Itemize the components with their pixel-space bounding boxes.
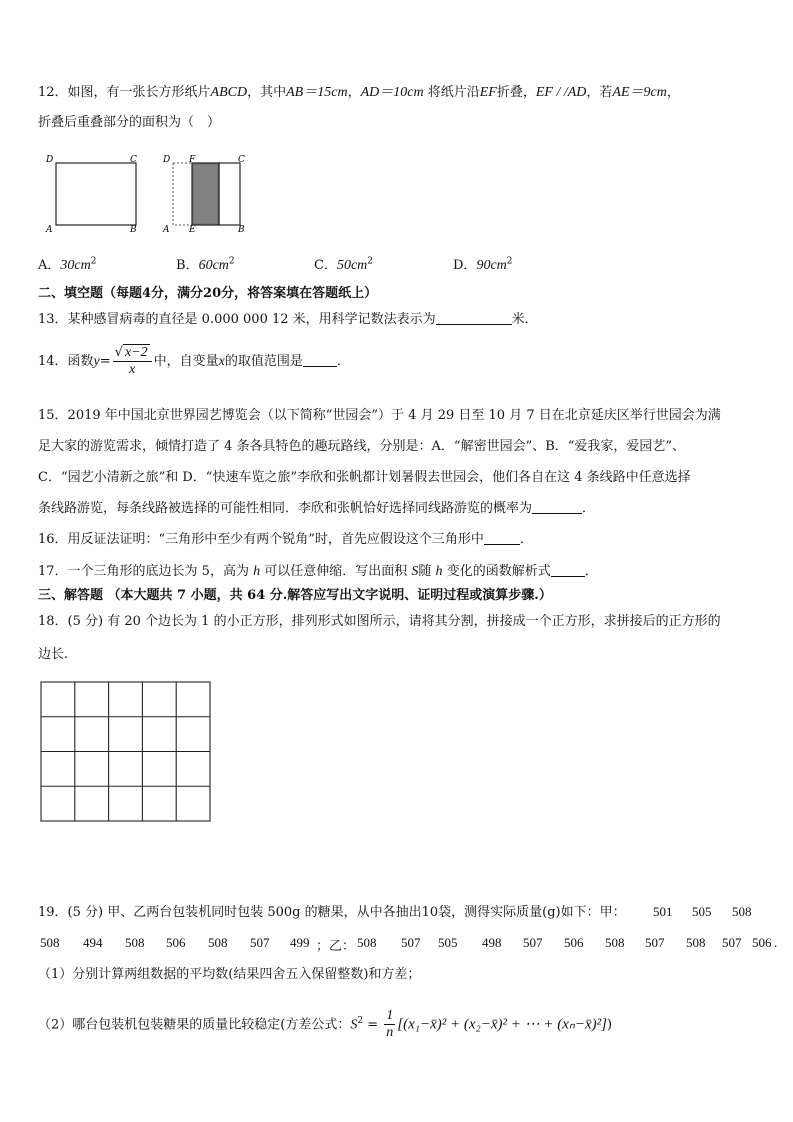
q14-eq: = bbox=[99, 354, 111, 369]
option-exp: 2 bbox=[367, 256, 374, 267]
q19-jia-value: 506 bbox=[166, 935, 186, 950]
q17-text: 可以任意伸缩．写出面积 bbox=[264, 564, 408, 579]
q19-yi-value: 508 bbox=[357, 935, 377, 950]
q16-answer-blank[interactable] bbox=[484, 532, 520, 545]
q12-eq-parallel: EF / /AD bbox=[535, 85, 587, 100]
q19-yi-value: 507 bbox=[645, 935, 665, 950]
fig1-label-d: D bbox=[46, 155, 54, 165]
q12-text: 折叠， bbox=[496, 85, 536, 100]
q12-eq-ab: AB＝15cm bbox=[286, 85, 348, 100]
q19-jia-value: 505 bbox=[692, 904, 712, 919]
q17-var-h: h bbox=[253, 564, 261, 579]
q19-jia-value: 508 bbox=[125, 935, 145, 950]
q19-jia-value: 501 bbox=[653, 904, 673, 919]
q19-yi-value: 506 bbox=[564, 935, 584, 950]
option-value: 30cm bbox=[60, 258, 91, 273]
q17-text: 随 bbox=[418, 564, 432, 579]
q14-text: ． bbox=[336, 354, 350, 369]
q17-answer-blank[interactable] bbox=[551, 564, 585, 577]
q19-line1: 19．(5 分) 甲、乙两台包装机同时包装 500g 的糖果，从中各抽出10袋，测得实际质量(g)如下：甲： bbox=[38, 905, 626, 920]
q12-eq-ad: AD＝10cm bbox=[360, 85, 424, 100]
fig2-label-e: E bbox=[189, 225, 196, 234]
q15-answer-blank[interactable] bbox=[532, 501, 582, 514]
q15-line3: C．“园艺小清新之旅”和 D．“快速车览之旅”李欣和张帆都计划暑假去世园会，他们各自在这 4 条线路中任意选择 bbox=[38, 470, 691, 485]
q17-var-h: h bbox=[435, 564, 443, 579]
q19-jia-value: 508 bbox=[40, 935, 60, 950]
q16 bbox=[38, 531, 533, 549]
q12-text: ， bbox=[347, 85, 361, 100]
formula-s: S bbox=[350, 1017, 358, 1033]
option-value: 90cm bbox=[476, 258, 507, 273]
q15-line1: 15．2019 年中国北京世界园艺博览会（以下简称“世园会”）于 4 月 29 日至 10 月 7 日在北京延庆区举行世园会为满 bbox=[38, 408, 721, 423]
q14 bbox=[38, 344, 350, 380]
q19-jia-value: 508 bbox=[732, 904, 752, 919]
q12-line1 bbox=[38, 84, 680, 102]
q19-yi-value: 505 bbox=[438, 935, 458, 950]
q14-fraction: $\frac{√ x-2}{x}$ bbox=[113, 345, 152, 378]
q14-var-y: y bbox=[93, 354, 100, 369]
fig2-label-c: C bbox=[238, 155, 245, 165]
fig1-label-c: C bbox=[130, 155, 137, 165]
q15-text: ． bbox=[582, 501, 596, 516]
figure-folded bbox=[162, 155, 245, 234]
q17-var-s: S bbox=[411, 564, 419, 579]
q12-var: EF bbox=[479, 85, 497, 100]
option-letter: B． bbox=[176, 258, 199, 273]
q12-text: 12．如图，有一张长方形纸片 bbox=[38, 85, 211, 100]
q19-yi-value: 507 bbox=[523, 935, 543, 950]
q18-line2: 边长. bbox=[38, 647, 69, 662]
q19-yi-value: 508 bbox=[686, 935, 706, 950]
q13 bbox=[38, 311, 538, 329]
option-exp: 2 bbox=[506, 256, 513, 267]
formula-denominator: n bbox=[386, 1025, 394, 1041]
figure-rectangle-abcd bbox=[45, 155, 137, 234]
fig2-label-f: F bbox=[189, 155, 196, 165]
q19-yi-value: 506 bbox=[752, 935, 772, 950]
q19-yi-value: 508 bbox=[605, 935, 625, 950]
formula-body: [(x₁−x̄)² + (x₂−x̄)² + ⋯ + (xₙ−x̄)²] bbox=[397, 1016, 607, 1033]
q14-answer-blank[interactable] bbox=[303, 354, 337, 367]
option-value: 60cm bbox=[198, 258, 229, 273]
q12-eq-ae: AE＝9cm bbox=[612, 85, 667, 100]
q12-text: 将纸片沿 bbox=[427, 85, 480, 100]
q19-sub1: （1）分别计算两组数据的平均数(结果四舍五入保留整数)和方差； bbox=[38, 967, 421, 982]
q12-text: ，若 bbox=[586, 85, 613, 100]
q15-text: 条线路游览，每条线路被选择的可能性相同．李欣和张帆恰好选择同线路游览的概率为 bbox=[38, 501, 533, 516]
q15-line4 bbox=[38, 500, 595, 518]
q13-answer-blank[interactable] bbox=[436, 312, 512, 325]
option-a bbox=[38, 254, 96, 274]
q15-line2: 足大家的游览需求，倾情打造了 4 条各具特色的趣玩路线，分别是：A．“解密世园会”、B．“爱我家，爱园艺”、 bbox=[38, 439, 686, 454]
q17-text: 17．一个三角形的底边长为 5，高为 bbox=[38, 564, 249, 579]
q17-text: 变化的函数解析式 bbox=[446, 564, 551, 579]
fig2-label-b: B bbox=[238, 225, 245, 234]
q13-text: 米． bbox=[511, 312, 538, 327]
q19-jia-value: 494 bbox=[83, 935, 103, 950]
formula-eq: = bbox=[363, 1017, 383, 1033]
option-b bbox=[176, 254, 235, 274]
option-letter: D． bbox=[453, 258, 477, 273]
q14-denominator: x bbox=[129, 362, 136, 377]
option-letter: A． bbox=[38, 258, 61, 273]
q19-jia-value: 499 bbox=[290, 935, 310, 950]
formula-fraction bbox=[384, 1008, 395, 1041]
q19-yi-value: 498 bbox=[482, 935, 502, 950]
q19-sub2 bbox=[38, 1004, 612, 1042]
q14-text: 14．函数 bbox=[38, 354, 94, 369]
formula-close: ) bbox=[606, 1017, 613, 1033]
q19-end: . bbox=[774, 935, 778, 950]
q12-text: ，其中 bbox=[247, 85, 287, 100]
q14-text: 中，自变量 bbox=[153, 354, 219, 369]
fig1-label-a: A bbox=[46, 225, 53, 234]
q19-sub2-text: （2）哪台包装机包装糖果的质量比较稳定(方差公式： bbox=[38, 1017, 351, 1033]
option-exp: 2 bbox=[90, 256, 97, 267]
option-d bbox=[453, 254, 513, 274]
q12-text: ， bbox=[666, 85, 680, 100]
q18-line1: 18．(5 分) 有 20 个边长为 1 的小正方形，排列形式如图所示，请将其分割，拼接成一个正方形，求拼接后的正方形的 bbox=[38, 614, 721, 629]
q19-jia-value: 508 bbox=[208, 935, 228, 950]
option-value: 50cm bbox=[336, 258, 368, 273]
q12-line2: 折叠后重叠部分的面积为（ ） bbox=[38, 115, 221, 130]
q19-yi-value: 507 bbox=[401, 935, 421, 950]
section2-title: 二、填空题（每题4分，满分20分，将答案填在答题纸上） bbox=[38, 286, 378, 301]
q12-figures bbox=[44, 152, 254, 234]
q16-text: 16．用反证法证明：“三角形中至少有两个锐角”时，首先应假设这个三角形中 bbox=[38, 532, 484, 547]
q17-text: ． bbox=[584, 564, 598, 579]
q19-yi-label: ；乙： bbox=[316, 939, 356, 954]
fig1-label-b: B bbox=[130, 225, 137, 234]
q14-radicand: x−2 bbox=[124, 345, 148, 360]
fig2-label-a: A bbox=[163, 225, 170, 234]
q19-jia-value: 507 bbox=[250, 935, 270, 950]
section3-title: 三、解答题 （本大题共 7 小题，共 64 分.解答应写出文字说明、证明过程或演算步骤.） bbox=[38, 588, 552, 603]
q14-text: 的取值范围是 bbox=[224, 354, 303, 369]
formula-numerator: 1 bbox=[386, 1008, 394, 1024]
q14-var-x: x bbox=[218, 354, 225, 369]
formula-exp: 2 bbox=[357, 1016, 364, 1026]
option-letter: C． bbox=[314, 258, 337, 273]
fig2-label-d: D bbox=[163, 155, 171, 165]
q16-text: ． bbox=[519, 532, 533, 547]
option-c bbox=[314, 254, 373, 274]
q19-yi-value: 507 bbox=[722, 935, 742, 950]
q13-text: 13．某种感冒病毒的直径是 0.000 000 12 米，用科学记数法表示为 bbox=[38, 312, 436, 327]
option-exp: 2 bbox=[228, 256, 235, 267]
q12-var: ABCD bbox=[210, 85, 248, 100]
q17 bbox=[38, 563, 598, 581]
q18-grid-figure bbox=[40, 681, 212, 823]
